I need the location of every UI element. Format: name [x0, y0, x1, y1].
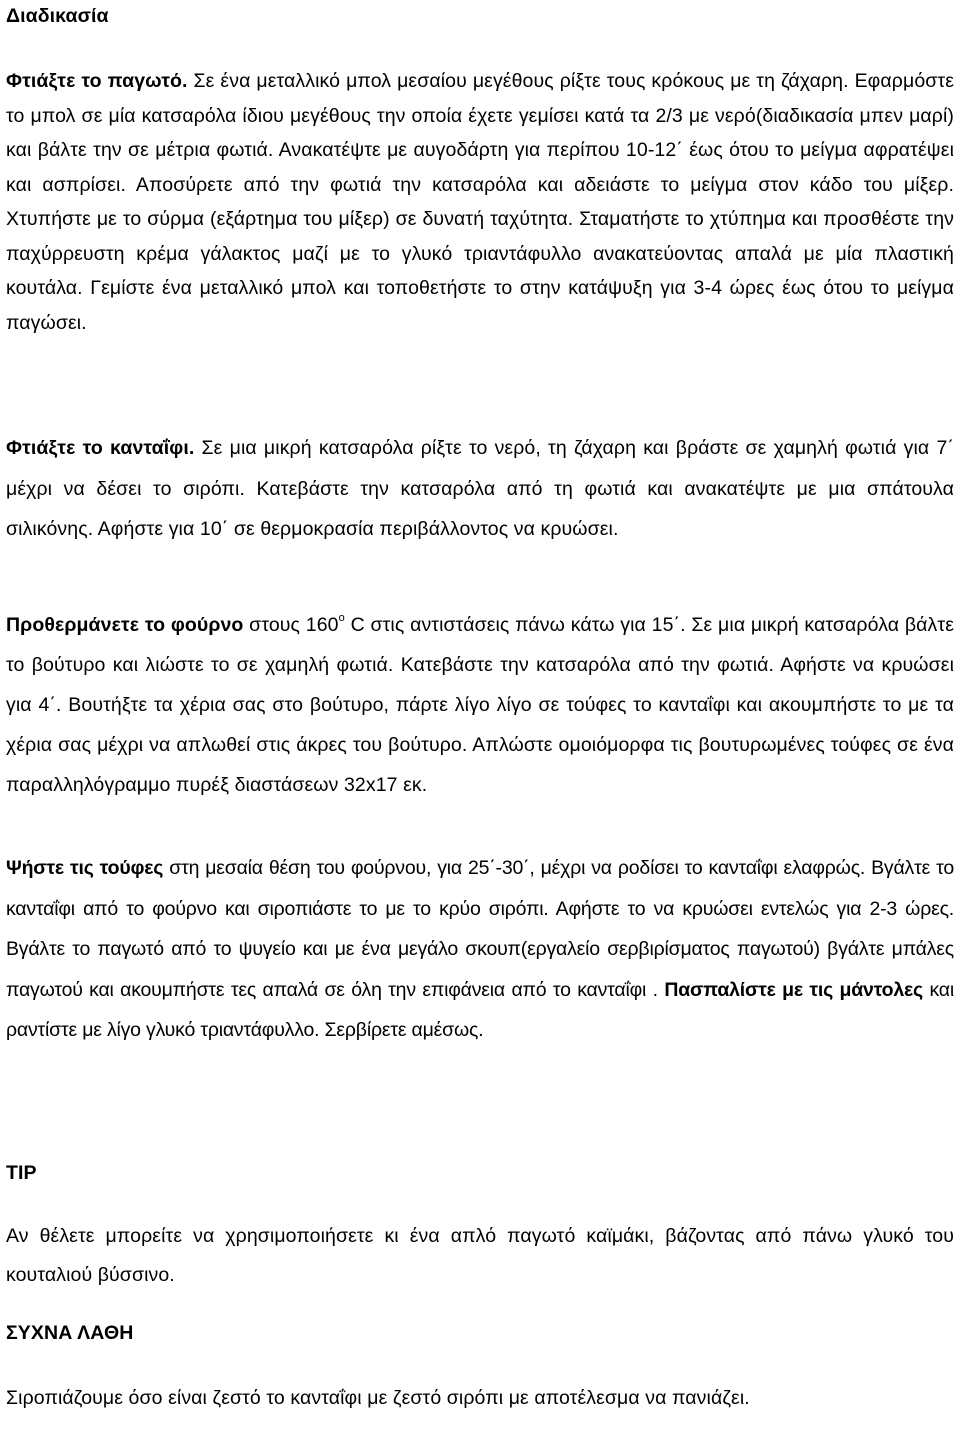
tip-text: Αν θέλετε μπορείτε να χρησιμοποιήσετε κι ένα απλό παγωτό καϊμάκι, βάζοντας από πάνω γλυκό του κουταλιού βύσσινο. — [6, 1225, 954, 1286]
kataifi-text: Σε μια μικρή κατσαρόλα ρίξτε το νερό, τη ζάχαρη και βράστε σε χαμηλή φωτιά για 7΄ μέχρι να δέσει το σιρόπι. Κατεβάστε την κατσαρόλα από τη φωτιά και ανακατέψτε με μια σπάτουλα σιλικόνης. Αφήστε για 10΄ σε θερμοκρασία περιβάλλοντος να κρυώσει. — [6, 437, 954, 540]
document-title: Διαδικασία — [6, 5, 109, 27]
bake-heading: Ψήστε τις τούφες — [6, 857, 164, 879]
bake-text: στη μεσαία θέση του φούρνου, για 25΄-30΄, μέχρι να ροδίσει το κανταΐφι ελαφρώς. Βγάλτε το κανταΐφι από το φούρνο και σιροπιάστε το με το κρύο σιρόπι. Αφήστε το να κρυώσει εντελώς για 2-3 ώρες. Βγάλτε το παγωτό από το ψυγείο και με ένα μεγάλο σκουπ(εργαλείο σερβιρίσματος παγωτού) βγάλτε μπάλες παγωτού και ακουμπήστε τες απαλά σε όλη την επιφάνεια από το κανταΐφι . — [6, 857, 954, 1001]
oven-temperature-text: στους 160 — [243, 614, 339, 636]
garnish-heading: Πασπαλίστε με τις μάντολες — [664, 978, 923, 1001]
mistakes-heading: ΣΥΧΝΑ ΛΑΘΗ — [6, 1322, 134, 1344]
oven-heading: Προθερμάνετε το φούρνο — [6, 614, 244, 636]
oven-paragraph — [6, 605, 954, 805]
mistakes-text: Σιροπιάζουμε όσο είναι ζεστό το κανταΐφι με ζεστό σιρόπι με αποτέλεσμα να πανιάζει. — [6, 1387, 750, 1409]
ice-cream-text: Σε ένα μεταλλικό μπολ μεσαίου μεγέθους ρίξτε τους κρόκους με τη ζάχαρη. Εφαρμόστε το μπολ σε μία κατσαρόλα ίδιου μεγέθους την οποία έχετε γεμίσει κατά τα 2/3 με νερό(διαδικασία μπεν μαρί) και βάλτε την σε μέτρια φωτιά. Ανακατέψτε με αυγοδάρτη για περίπου 10-12΄ έως ότου το μείγμα αφρατέψει και ασπρίσει. Αποσύρετε από την φωτιά την κατσαρόλα και αδειάστε το μείγμα στον κάδο του μίξερ. Χτυπήστε με το σύρμα (εξάρτημα του μίξερ) σε δυνατή ταχύτητα. Σταματήστε το χτύπημα και προσθέστε την παχύρρευστη κρέμα γάλακτος μαζί με το γλυκό τριαντάφυλλο ανακατεύοντας απαλά με μία πλαστική κουτάλα. Γεμίστε ένα μεταλλικό μπολ και τοποθετήστε το στην κατάψυξη για 3-4 ώρες έως ότου το μείγμα παγώσει. — [6, 70, 954, 334]
tip-heading: TIP — [6, 1162, 37, 1184]
garnish-text: και ραντίστε με λίγο γλυκό τριαντάφυλλο. Σερβίρετε αμέσως. — [6, 978, 954, 1041]
kataifi-heading: Φτιάξτε το κανταΐφι. — [6, 437, 195, 459]
ice-cream-paragraph — [6, 64, 954, 340]
kataifi-paragraph — [6, 428, 954, 550]
degree-mark: ο — [338, 612, 345, 624]
oven-text: C στις αντιστάσεις πάνω κάτω για 15΄. Σε μια μικρή κατσαρόλα βάλτε το βούτυρο και λιώστε το σε χαμηλή φωτιά. Κατεβάστε την κατσαρόλα από την φωτιά. Αφήστε να κρυώσει για 4΄. Βουτήξτε τα χέρια σας στο βούτυρο, πάρτε λίγο λίγο σε τούφες το κανταΐφι και ακουμπήστε το με τα χέρια σας μέχρι να απλωθεί στις άκρες του βούτυρο. Απλώστε ομοιόμορφα τις βουτυρωμένες τούφες σε ένα παραλληλόγραμμο πυρέξ διαστάσεων 32x17 εκ. — [6, 614, 954, 796]
bake-paragraph — [6, 848, 954, 1051]
ice-cream-heading: Φτιάξτε το παγωτό. — [6, 70, 188, 92]
